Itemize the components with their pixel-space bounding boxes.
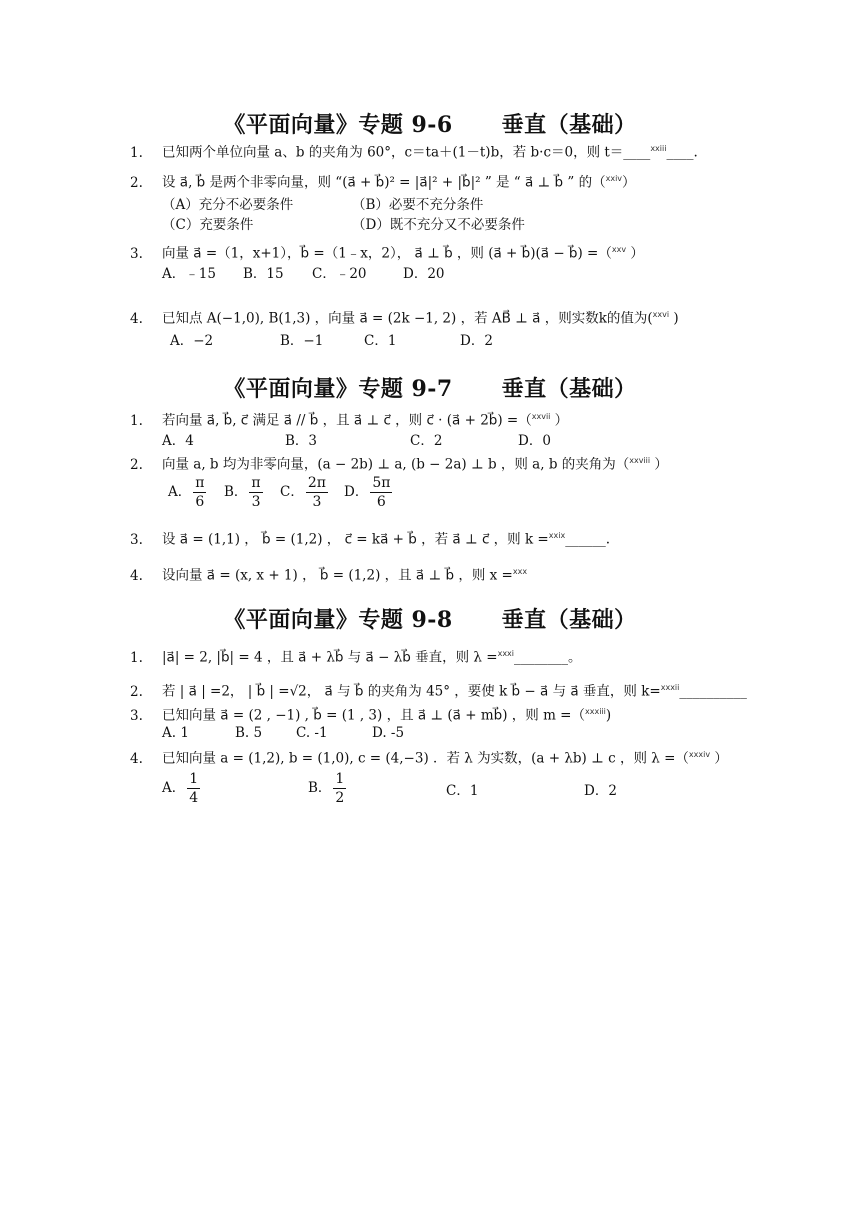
question-9-8-3: 3. 已知向量 a⃗ = (2 , −1) , b⃗ = (1 , 3) ，且 a⃗ ⊥ (a⃗ + mb⃗) ，则 m =（$^{xxxiii}$)	[130, 707, 612, 724]
question-9-7-4: 4. 设向量 a⃗ = (x, x + 1) ， b⃗ = (1,2) ，且 a⃗ ⊥ b⃗ ，则 x =$^{xxx}$	[130, 567, 528, 584]
section-title: 《平面向量》专题 9-8 垂直（基础）	[223, 607, 637, 633]
footnote-ref: xxvi	[652, 310, 670, 319]
question-9-8-1: 1. |a⃗| = 2, |b⃗| = 4 ，且 a⃗ + λb⃗ 与 a⃗ − λb⃗ 垂直，则 λ =$^{xxxi}$________。	[130, 649, 582, 666]
question-text: 设 a⃗, b⃗ 是两个非零向量，则 “(a⃗ + b⃗)² = |a⃗|² + |b⃗|² ” 是 “ a⃗ ⊥ b⃗ ” 的（	[162, 174, 606, 191]
question-text: 已知向量 a⃗ = (2 , −1) , b⃗ = (1 , 3) ，且 a⃗ ⊥ (a⃗ + mb⃗) ，则 m =（	[162, 707, 585, 724]
option: B．15	[243, 266, 284, 282]
question-text: 设向量 a⃗ = (x, x + 1) ， b⃗ = (1,2) ，且 a⃗ ⊥ b⃗ ，则 x =	[162, 567, 513, 584]
question-9-6-4: 4. 已知点 A(−1,0), B(1,3) ，向量 a⃗ = (2k −1, 2) ，若 AB⃗ ⊥ a⃗ ，则实数k的值为($^{xxvi}$ )	[130, 310, 679, 327]
option: （B）必要不充分条件	[352, 197, 484, 213]
question-9-7-3: 3. 设 a⃗ = (1,1) ， b⃗ = (1,2) ， c⃗ = ka⃗ + b⃗ ，若 a⃗ ⊥ c⃗ ，则 k =$^{xxix}$______.	[130, 531, 610, 548]
question-text: 向量 a, b 均为非零向量，(a − 2b) ⊥ a, (b − 2a) ⊥ b ，则 a, b 的夹角为（	[162, 456, 630, 473]
footnote-ref: xxxiii	[584, 707, 606, 716]
question-text: 已知向量 a = (1,2), b = (1,0), c = (4,−3) ．若 λ 为实数，(a + λb) ⊥ c ，则 λ =（	[162, 750, 689, 767]
question-9-6-1: 1. 已知两个单位向量 a、b 的夹角为 60°，c＝ta＋(1－t)b，若 b·c＝0，则 t＝____$^{xxiii}$____.	[130, 144, 698, 161]
question-text: 向量 a⃗ =（1，x+1），b⃗ =（1﹣x，2）， a⃗ ⊥ b⃗ ，则 (a⃗ + b⃗)(a⃗ − b⃗) =（	[162, 245, 612, 262]
footnote-ref: xxx	[512, 567, 528, 576]
footnote-ref: xxxiv	[688, 750, 711, 759]
footnote-ref: xxxi	[497, 649, 515, 658]
section-title: 《平面向量》专题 9-7 垂直（基础）	[223, 376, 637, 402]
option: C．﹣20	[312, 266, 367, 282]
question-9-8-4: 4. 已知向量 a = (1,2), b = (1,0), c = (4,−3) ．若 λ 为实数，(a + λb) ⊥ c ，则 λ =（$^{xxxiv}$ ）	[130, 750, 728, 767]
option-fraction: A． $\frac{1}{4}$	[162, 771, 199, 806]
question-9-6-2: 2. 设 a⃗, b⃗ 是两个非零向量，则 “(a⃗ + b⃗)² = |a⃗|² + |b⃗|² ” 是 “ a⃗ ⊥ b⃗ ” 的（$^{xxiv}$）	[130, 174, 636, 191]
option: （D）既不充分又不必要条件	[352, 217, 525, 233]
question-9-6-3: 3. 向量 a⃗ =（1，x+1），b⃗ =（1﹣x，2）， a⃗ ⊥ b⃗ ，则 (a⃗ + b⃗)(a⃗ − b⃗) =（$^{xxv}$ ）	[130, 245, 644, 262]
option-fraction: B． $\frac{\pi}{3}$	[224, 475, 261, 510]
option: C．1	[446, 783, 479, 799]
option: C．2	[410, 433, 443, 449]
footnote-ref: xxiv	[605, 174, 623, 183]
footnote-ref: xxxii	[660, 683, 680, 692]
option: （C）充要条件	[162, 217, 254, 233]
question-text: 设 a⃗ = (1,1) ， b⃗ = (1,2) ， c⃗ = ka⃗ + b⃗ ，若 a⃗ ⊥ c⃗ ，则 k =	[162, 531, 549, 548]
option-fraction: B． $\frac{1}{2}$	[308, 771, 345, 806]
option: B．−1	[280, 333, 324, 349]
footnote-ref: xxvii	[531, 412, 551, 421]
option: （A）充分不必要条件	[162, 197, 294, 213]
option-fraction: C． $\frac{2\pi}{3}$	[280, 475, 326, 510]
question-text: 已知两个单位向量 a、b 的夹角为 60°，c＝ta＋(1－t)b，若 b·c＝0，则 t＝____	[162, 144, 651, 161]
footnote-ref: xxix	[548, 531, 566, 540]
section-title: 《平面向量》专题 9-6 垂直（基础）	[223, 112, 637, 138]
question-text: 若 | a⃗ | =2， | b⃗ | =√2， a⃗ 与 b⃗ 的夹角为 45° ，要使 k b⃗ − a⃗ 与 a⃗ 垂直，则 k=	[162, 683, 661, 700]
question-text: |a⃗| = 2, |b⃗| = 4 ，且 a⃗ + λb⃗ 与 a⃗ − λb⃗ 垂直，则 λ =	[162, 649, 498, 666]
option-fraction: D． $\frac{5\pi}{6}$	[344, 475, 391, 510]
question-text: 已知点 A(−1,0), B(1,3) ，向量 a⃗ = (2k −1, 2) ，若 AB⃗ ⊥ a⃗ ，则实数k的值为(	[162, 310, 653, 327]
option: D. -5	[372, 725, 405, 741]
question-9-8-2: 2. 若 | a⃗ | =2， | b⃗ | =√2， a⃗ 与 b⃗ 的夹角为 45° ，要使 k b⃗ − a⃗ 与 a⃗ 垂直，则 k=$^{xxxii}$__________	[130, 683, 747, 700]
option: C．1	[364, 333, 397, 349]
footnote-ref: xxiii	[650, 144, 667, 153]
option: D．0	[518, 433, 551, 449]
option: B. 5	[235, 725, 263, 741]
option-fraction: A． $\frac{\pi}{6}$	[168, 475, 205, 510]
question-text: 若向量 a⃗, b⃗, c⃗ 满足 a⃗ // b⃗ ，且 a⃗ ⊥ c⃗ ，则 c⃗ · (a⃗ + 2b⃗) =（	[162, 412, 532, 429]
question-9-7-1: 1. 若向量 a⃗, b⃗, c⃗ 满足 a⃗ // b⃗ ，且 a⃗ ⊥ c⃗ ，则 c⃗ · (a⃗ + 2b⃗) =（$^{xxvii}$ ）	[130, 412, 569, 429]
option: A．4	[162, 433, 194, 449]
option: D．2	[584, 783, 617, 799]
footnote-ref: xxviii	[629, 456, 651, 465]
option: D．20	[403, 266, 445, 282]
option: A. 1	[162, 725, 189, 741]
option: B．3	[285, 433, 318, 449]
option: A．−2	[170, 333, 214, 349]
footnote-ref: xxv	[611, 245, 627, 254]
option: C. -1	[296, 725, 328, 741]
question-9-7-2: 2. 向量 a, b 均为非零向量，(a − 2b) ⊥ a, (b − 2a) ⊥ b ，则 a, b 的夹角为（$^{xxviii}$ ）	[130, 456, 668, 473]
option: A．﹣15	[162, 266, 216, 282]
option: D．2	[460, 333, 493, 349]
